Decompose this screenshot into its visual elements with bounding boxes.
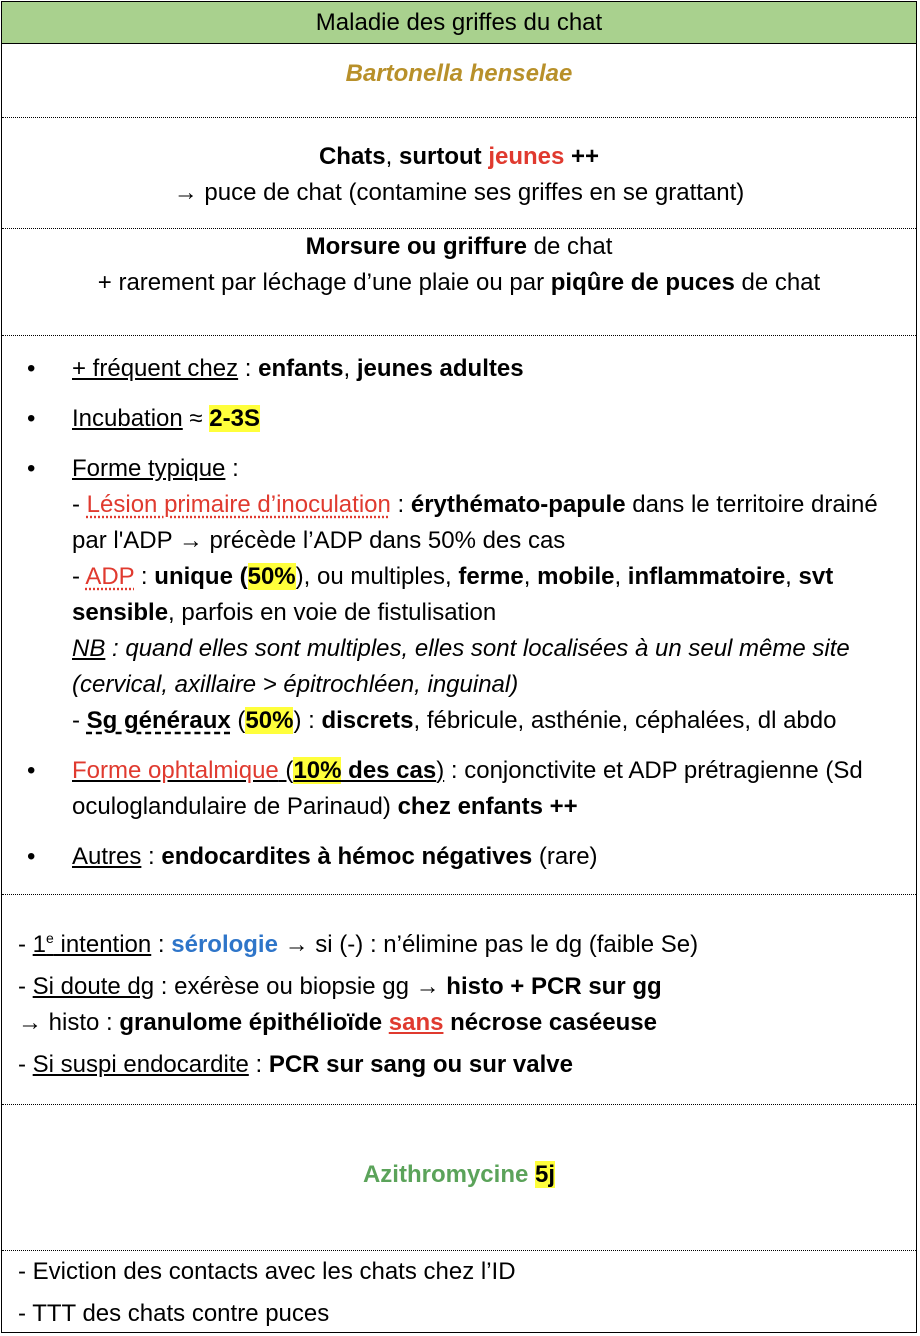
sans-word: sans: [388, 1009, 444, 1036]
treatment-section: [2, 1157, 916, 1193]
divider: [2, 335, 916, 336]
bullet-icon: •: [27, 355, 36, 382]
diagnostic-section: - 1e intention : sérologie → si (-) : n’élimine pas le dg (faible Se) - Si doute dg : exérèse ou biopsie gg → histo + PCR sur gg → histo : granulome épithélioïde sans nécrose caséeuse - Si suspi endocardite : PCR sur sang ou sur valve: [18, 930, 699, 1078]
incubation-value: 2-3S: [209, 405, 260, 432]
adp-label: ADP: [85, 563, 135, 590]
bullet-icon: •: [27, 757, 36, 784]
prevention-item: - TTT des chats contre puces: [18, 1300, 330, 1327]
arrow-icon: →: [277, 931, 316, 958]
transmission-section: Morsure ou griffure de chat + rarement par léchage d’une plaie ou par piqûre de puces de chat: [97, 233, 821, 296]
nb-text: : quand elles sont multiples, elles sont localisées à un seul même site (cervical, axillaire > épitrochléen, inguinal): [72, 635, 850, 698]
lesion-label: Lésion primaire d’inoculation: [86, 491, 391, 518]
list-item: • Forme typique : - Lésion primaire d’inoculation : érythémato-papule dans le territoire drainé par l'ADP → précède l’ADP dans 50% des cas - ADP : unique (50%), ou multiples, ferme, mobile, inflammatoire, svt sensible, parfois en voie de fistulisation NB : quand elles sont multiples, elles sont localisées à un seul même site (cervical, axillaire > épitrochléen, inguinal) - Sg généraux (50%) : discrets, fébricule, asthénie, céphalées, dl abdo: [30, 451, 910, 739]
prevention-section: [2, 1254, 916, 1332]
arrow-icon: →: [178, 527, 203, 554]
arrow-icon: →: [18, 1009, 42, 1036]
fiche-table: [1, 1, 917, 1333]
sg-pct: 50%: [245, 707, 294, 734]
transmission-main: Morsure ou griffure: [305, 233, 527, 260]
reservoir-cats: Chats: [318, 143, 386, 170]
agent-section: [2, 60, 916, 88]
agent-name: Bartonella henselae: [345, 60, 573, 87]
divider: [2, 1104, 916, 1105]
list-item: • Autres : endocardites à hémoc négatives (rare): [30, 839, 910, 875]
adp-pct: 50%: [247, 563, 296, 590]
reservoir-section: Chats, surtout jeunes ++ → puce de chat (contamine ses griffes en se grattant): [173, 143, 745, 206]
bullet-icon: •: [27, 405, 36, 432]
reservoir-young: jeunes: [488, 143, 565, 170]
prevention-item: - Eviction des contacts avec les chats chez l’ID: [18, 1258, 516, 1285]
arrow-icon: →: [173, 179, 198, 206]
arrow-icon: →: [415, 973, 440, 1000]
list-item: • + fréquent chez : enfants, jeunes adultes: [30, 351, 910, 387]
divider: [2, 894, 916, 895]
serologie: sérologie: [171, 931, 278, 958]
reservoir-flea: puce de chat (contamine ses griffes en se grattant): [197, 179, 745, 206]
clinical-section: [27, 351, 910, 889]
ophtalmic-label: Forme ophtalmique: [72, 757, 279, 784]
drug-name: Azithromycine: [362, 1161, 529, 1188]
bullet-icon: •: [27, 455, 36, 482]
drug-duration: 5j: [535, 1161, 556, 1188]
list-item: • Forme ophtalmique (10% des cas) : conjonctivite et ADP prétragienne (Sd oculoglandulaire de Parinaud) chez enfants ++: [30, 753, 910, 825]
page-title: Maladie des griffes du chat: [2, 2, 916, 44]
nb-label: NB: [72, 635, 106, 662]
list-item: • Incubation ≈ 2-3S: [30, 401, 910, 437]
transmission-fleas: piqûre de puces: [550, 269, 735, 296]
sg-label: Sg généraux: [86, 707, 231, 734]
divider: [2, 117, 916, 118]
ophtalmic-pct: 10%: [293, 757, 342, 784]
divider: [2, 1250, 916, 1251]
bullet-icon: •: [27, 843, 36, 870]
